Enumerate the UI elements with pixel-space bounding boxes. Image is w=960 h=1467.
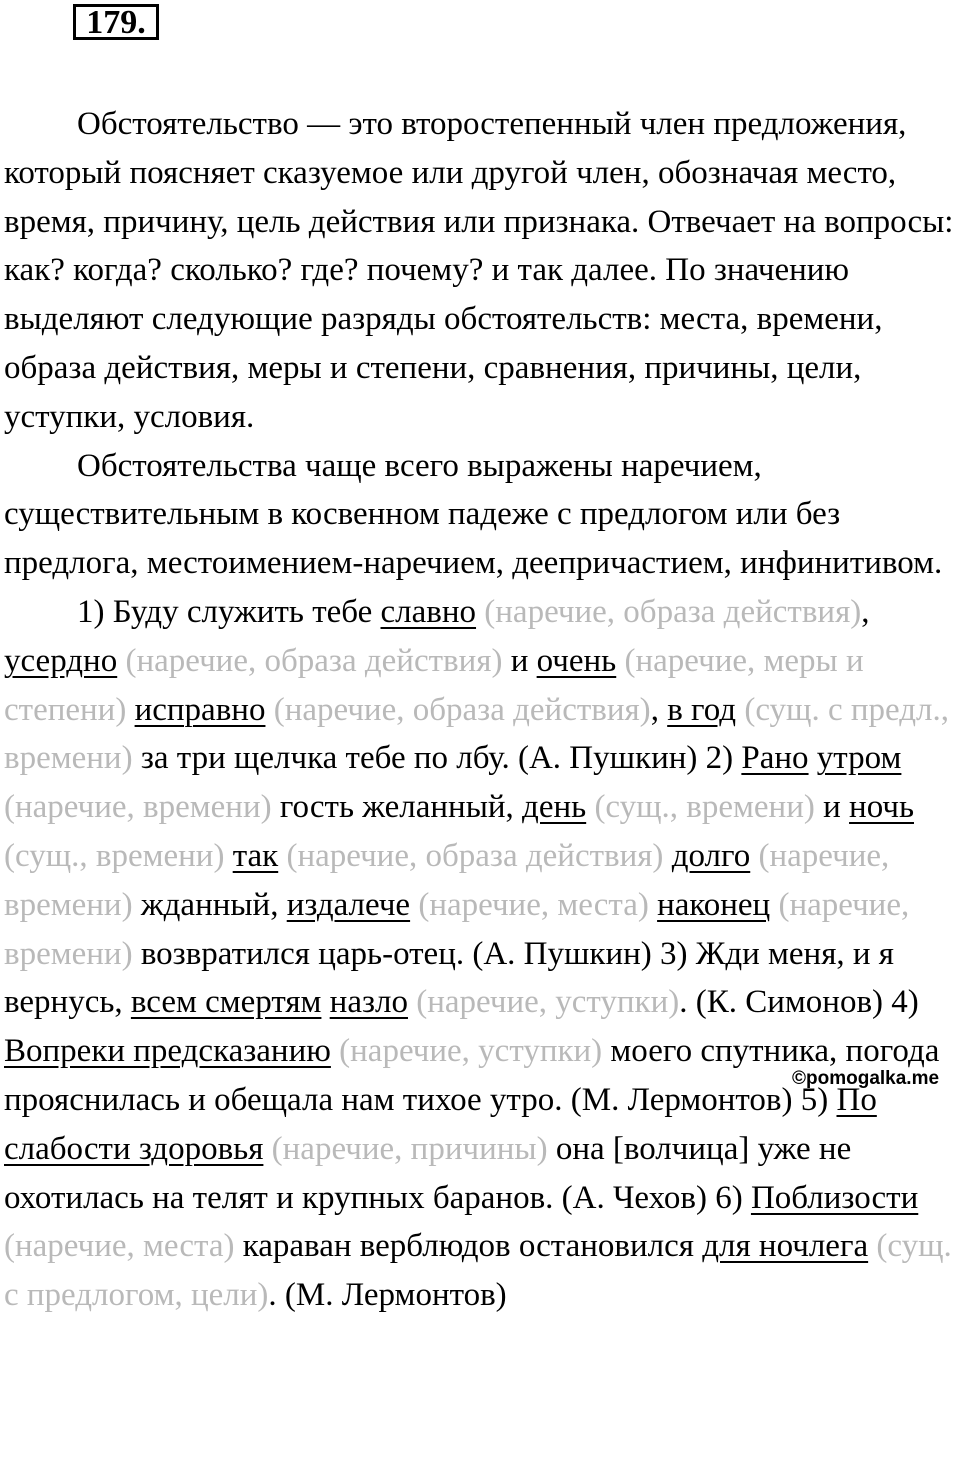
sentence-text [663, 838, 671, 874]
underlined-adverbial: долго [671, 837, 751, 874]
grammar-annotation: (сущ., времени) [4, 837, 225, 874]
sentence-text: жданный, [132, 886, 287, 923]
underlined-adverbial: славно [380, 593, 477, 630]
sentence-text: возвратился царь-отец. (А. Пушкин) 3) Жди меня, и я вернусь, [4, 935, 894, 1021]
sentence-text: моего спутника, погода прояснилась и обещала нам тихое утро. (М. Лермонтов) 5) [4, 1033, 940, 1118]
sentence-text [126, 692, 134, 728]
grammar-annotation: (сущ., времени) [586, 789, 815, 826]
grammar-annotation: (наречие, времени) [4, 837, 890, 923]
grammar-annotation: (наречие, меры и степени) [4, 642, 864, 728]
underlined-adverbial: Поблизости [750, 1179, 919, 1216]
underlined-adverbial: Рано [741, 740, 809, 777]
underlined-adverbial: день [522, 789, 587, 826]
sentence-text: . (М. Лермонтов) [268, 1277, 507, 1314]
grammar-annotation: (наречие, причины) [263, 1130, 548, 1167]
sentence-text: и [502, 642, 537, 679]
grammar-annotation: (наречие, образа действия) [117, 642, 503, 679]
underlined-adverbial: исправно [134, 691, 266, 728]
underlined-adverbial: очень [536, 642, 617, 679]
sentence-text: 1) Буду служить тебе [77, 593, 381, 630]
grammar-annotation: (наречие, уступки) [407, 984, 680, 1021]
underlined-adverbial: наконец [657, 886, 771, 923]
underlined-adverbial: так [232, 837, 279, 874]
underlined-adverbial: усердно [4, 642, 118, 679]
sentence-text: и [814, 789, 850, 826]
sentence-text: караван верблюдов остановился [234, 1228, 703, 1265]
sentence-text: за три щелчка тебе по лбу. (А. Пушкин) 2) [132, 740, 742, 777]
underlined-adverbial: в год [667, 691, 737, 728]
underlined-adverbial: утром [816, 740, 902, 777]
watermark: ©pomogalka.me [792, 1068, 940, 1089]
grammar-annotation: (сущ. с предл., времени) [4, 691, 949, 777]
grammar-annotation: (наречие, образа действия) [278, 837, 664, 874]
sentence-text: . (К. Симонов) 4) [679, 984, 919, 1021]
sentence-text [224, 838, 232, 874]
grammar-annotation: (наречие, уступки) [330, 1033, 603, 1070]
underlined-adverbial: Вопреки предсказанию [4, 1033, 331, 1070]
underlined-adverbial: ночь [849, 789, 914, 826]
document-body [4, 100, 960, 1320]
sentence-text [809, 740, 817, 776]
underlined-adverbial: По слабости здоровья [4, 1081, 877, 1167]
underlined-adverbial: назло [329, 984, 408, 1021]
sentence-text: , [861, 593, 870, 630]
grammar-annotation: (наречие, времени) [4, 789, 272, 826]
grammar-annotation: (наречие, образа действия) [265, 691, 651, 728]
grammar-annotation: (наречие, места) [410, 886, 649, 923]
grammar-annotation: (сущ. с предлогом, цели) [4, 1228, 952, 1314]
sentence-text [649, 887, 657, 923]
grammar-annotation: (наречие, образа действия) [476, 593, 862, 630]
underlined-adverbial: всем смертям [130, 984, 322, 1021]
sentence-text: , [650, 691, 668, 728]
underlined-adverbial: для ночлега [702, 1228, 869, 1265]
answer-paragraph [4, 588, 960, 1320]
grammar-annotation: (наречие, времени) [4, 886, 910, 972]
underlined-adverbial: издалече [286, 886, 411, 923]
sentence-text: гость желанный, [271, 789, 523, 826]
sentence-text: она [волчица] уже не охотилась на телят и крупных баранов. (А. Чехов) 6) [4, 1130, 852, 1216]
grammar-annotation: (наречие, места) [4, 1228, 235, 1265]
theory-paragraph-2: Обстоятельства чаще всего выражены наречием, существительным в косвенном падеже с предлогом или без предлога, местоимением-наречием, деепричастием, инфинитивом. [4, 447, 943, 582]
theory-paragraph-1: Обстоятельство — это второстепенный член предложения, который поясняет сказуемое или другой член, обозначая место, время, причину, цель действия или признака. Отвечает на вопросы: как? когда? сколько? где? почему? и так далее. По значению выделяют следующие разряды обстоятельств: места, времени, образа действия, меры и степени, сравнения, причины, цели, уступки, условия. [4, 106, 954, 435]
exercise-number: 179. [73, 4, 159, 40]
sentence-text [321, 984, 329, 1020]
